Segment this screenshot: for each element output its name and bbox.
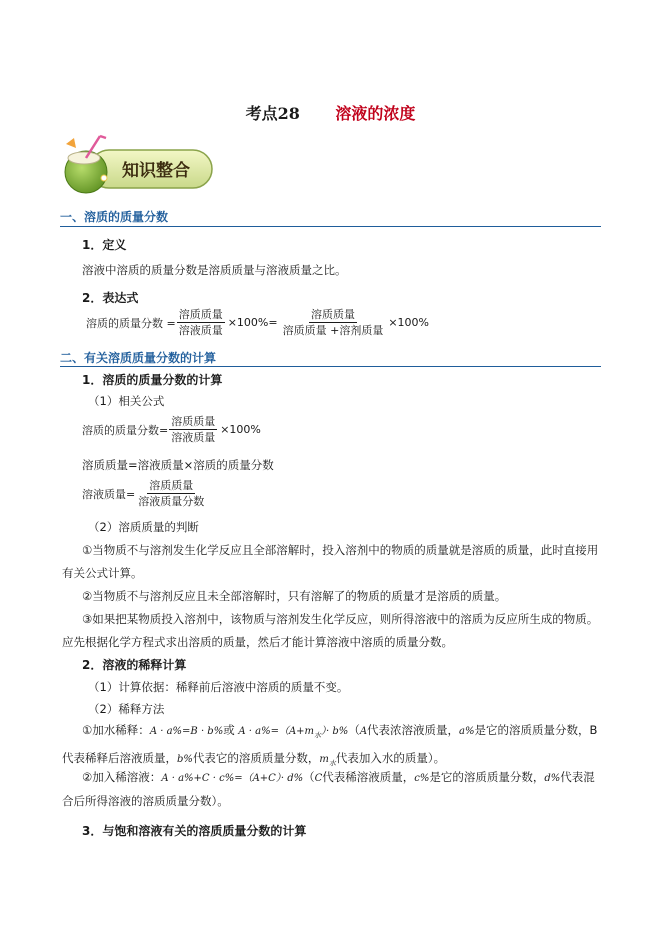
topic-title: 溶液的浓度 xyxy=(335,104,416,123)
dilution-dilute-C: C xyxy=(314,773,323,784)
badge-text: 知识整合 xyxy=(122,161,190,181)
coconut-icon xyxy=(65,136,107,193)
dilution-dilute-open: （ xyxy=(303,770,315,784)
dilution-water-eq2: A · a%=（A+m xyxy=(238,726,315,737)
formula-c-denominator: 溶液质量分数 xyxy=(138,495,205,508)
dilution-dilute-d2: d% xyxy=(544,773,561,784)
fraction-1-denominator: 溶液质量 xyxy=(178,324,223,337)
section-divider-1 xyxy=(60,226,601,227)
fraction-2-numerator: 溶质质量 xyxy=(310,308,355,321)
dilution-dilute-eq: A · a%+C · c%=（A+C）· d% xyxy=(161,773,304,784)
dilution-dilute-c2: c% xyxy=(414,773,430,784)
dilution-dilute-d: 是它的溶质质量分数， xyxy=(429,770,545,784)
dilution-basis: （1）计算依据：稀释前后溶液中溶质的质量不变。 xyxy=(88,680,349,694)
section-divider-2 xyxy=(60,366,601,367)
formula-mul-1: ×100%= xyxy=(227,316,278,329)
dilution-water-open: （ xyxy=(348,723,360,737)
dilution-water-eq3: ）· b% xyxy=(321,726,349,737)
formula-c-fraction xyxy=(136,479,206,508)
fraction-1-numerator: 溶质质量 xyxy=(178,308,223,321)
formula-c-lhs: 溶液质量= xyxy=(82,487,136,501)
dilution-method-label: （2）稀释方法 xyxy=(88,702,165,716)
dilution-water-A: A xyxy=(359,726,368,737)
formula-mul-2: ×100% xyxy=(388,316,429,329)
dilution-water-d: 是它的溶质质量分数，B 代表稀释后溶液质量， xyxy=(62,723,598,766)
calc-heading-3: 3．与饱和溶液有关的溶质质量分数的计算 xyxy=(82,824,307,838)
section-heading-2: 二、有关溶质质量分数的计算 xyxy=(60,351,217,365)
dilution-dilute-e: 代表混合后所得溶液的溶质质量分数）。 xyxy=(62,770,595,808)
formula-lhs: 溶质的质量分数 = xyxy=(86,316,176,330)
dilution-water-c: 代表浓溶液质量， xyxy=(367,723,460,737)
definition-heading: 1．定义 xyxy=(82,238,127,252)
formula-a-denominator: 溶液质量 xyxy=(171,431,216,444)
formula-a xyxy=(82,415,263,444)
dilution-water-sub: 水 xyxy=(314,731,322,740)
fraction-1 xyxy=(177,308,225,337)
expression-heading: 2．表达式 xyxy=(82,291,139,305)
calc-heading-2: 2．溶液的稀释计算 xyxy=(82,658,187,672)
rule-1: ①当物质不与溶剂发生化学反应且全部溶解时，投入溶剂中的物质的质量就是溶质的质量，此时直接用有关公式计算。 xyxy=(62,543,599,580)
page-title xyxy=(0,101,661,124)
formula-c xyxy=(82,479,207,508)
dilution-water-msub: 水 xyxy=(328,759,336,768)
dilution-water-eq1: A · a%=B · b% xyxy=(149,726,224,737)
section-heading-1: 一、溶质的质量分数 xyxy=(60,210,169,224)
dilution-water-m: m xyxy=(319,754,329,766)
dilution-water-or: 或 xyxy=(223,723,235,737)
formula-a-mul: ×100% xyxy=(220,423,261,436)
formula-b: 溶质质量=溶液质量×溶质的质量分数 xyxy=(82,458,274,472)
dilution-water-b2: b% xyxy=(177,754,193,766)
calc-heading-1: 1．溶质的质量分数的计算 xyxy=(82,373,223,387)
topic-number: 考点28 xyxy=(245,104,300,123)
dilution-water-f: 代表加入水的质量）。 xyxy=(335,751,446,766)
formula-a-numerator: 溶质质量 xyxy=(171,415,216,428)
dilution-dilute-c: 代表稀溶液质量， xyxy=(322,770,415,784)
mass-fraction-formula xyxy=(86,308,431,337)
formula-a-lhs: 溶质的质量分数= xyxy=(82,423,169,437)
related-formula-label: （1）相关公式 xyxy=(88,394,165,408)
formula-a-fraction xyxy=(169,415,217,444)
definition-text: 溶液中溶质的质量分数是溶质质量与溶液质量之比。 xyxy=(82,263,347,277)
fraction-2-denominator: 溶质质量 +溶剂质量 xyxy=(282,324,384,337)
fraction-2 xyxy=(281,308,386,337)
solute-judgement-label: （2）溶质质量的判断 xyxy=(88,520,199,534)
rule-2: ②当物质不与溶剂反应且未全部溶解时，只有溶解了的物质的质量才是溶质的质量。 xyxy=(82,589,507,603)
dilution-dilute-solution xyxy=(62,766,602,813)
dilution-dilute-label: ②加入稀溶液： xyxy=(82,770,162,784)
dilution-water-a2: a% xyxy=(459,726,475,737)
rule-3: ③如果把某物质投入溶剂中，该物质与溶剂发生化学反应，则所得溶液中的溶质为反应所生成的物质。应先根据化学方程式求出溶质的质量，然后才能计算溶液中溶质的质量分数。 xyxy=(62,612,599,649)
knowledge-badge xyxy=(60,134,216,196)
formula-c-numerator: 溶质质量 xyxy=(149,479,194,492)
dilution-water-e: 代表它的溶质质量分数， xyxy=(192,751,320,766)
dilution-water-label: ①加水稀释： xyxy=(82,723,150,737)
